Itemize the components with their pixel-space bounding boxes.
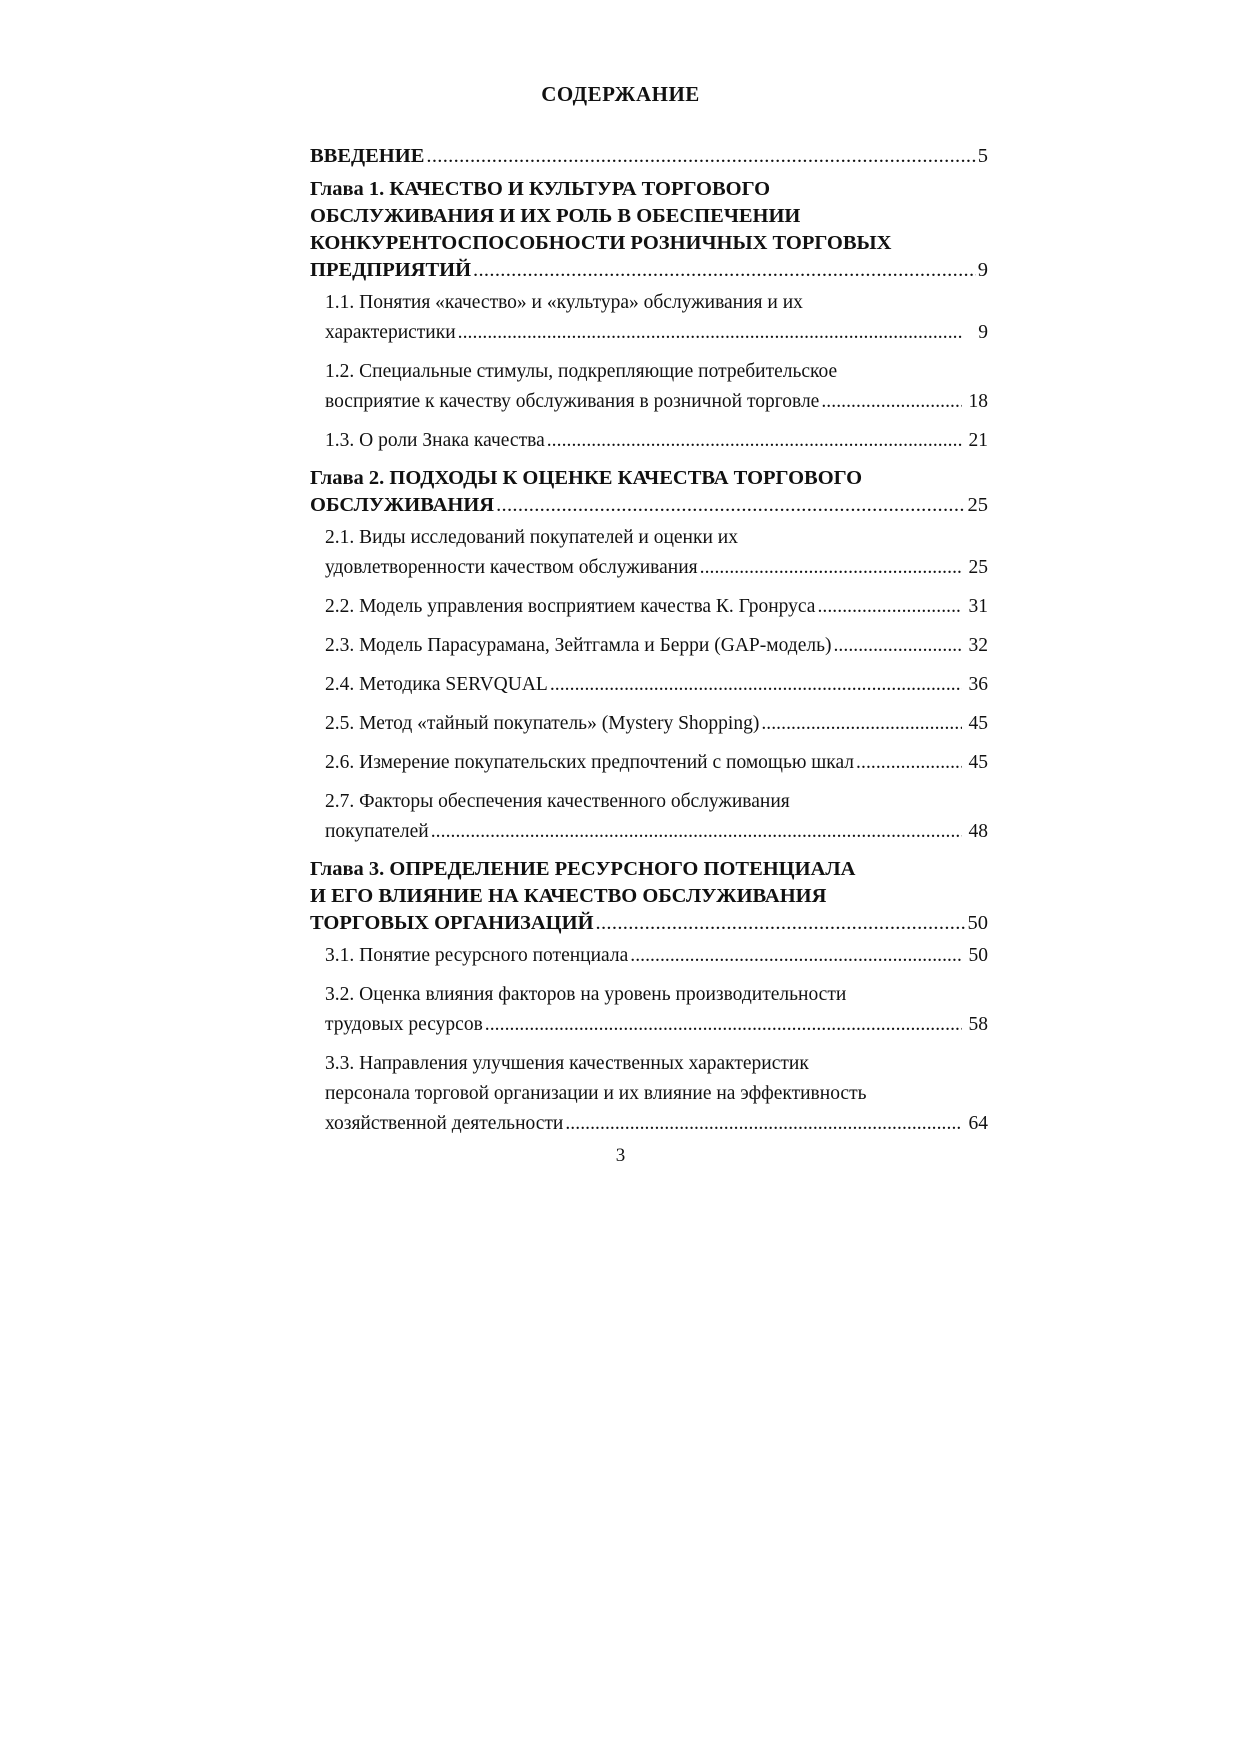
toc-entry-title: ВВЕДЕНИЕ — [310, 145, 425, 167]
page-number: 3 — [615, 1145, 626, 1166]
toc-entry-line: Глава 1. КАЧЕСТВО И КУЛЬТУРА ТОРГОВОГО — [310, 178, 771, 200]
toc-entry-title: 2.2. Модель управления восприятием качества К. Гронруса — [325, 596, 816, 617]
toc-entry-row — [325, 941, 988, 971]
toc-page-number: 21 — [968, 430, 988, 451]
toc-entry-row — [310, 143, 988, 170]
toc-entry-row — [325, 817, 988, 847]
toc-page-number: 36 — [968, 674, 988, 695]
dot-leader — [550, 670, 962, 700]
toc-page-number: 64 — [968, 1113, 988, 1134]
toc-entry-title: ПРЕДПРИЯТИЙ — [310, 259, 472, 281]
toc-section — [310, 748, 988, 778]
toc-section — [310, 941, 988, 971]
toc-entry-title: трудовых ресурсов — [325, 1014, 483, 1035]
toc-section — [310, 631, 988, 661]
dot-leader — [485, 1010, 962, 1040]
toc-entry-title: 3.1. Понятие ресурсного потенциала — [325, 945, 629, 966]
toc-entry-line: 3.2. Оценка влияния факторов на уровень производительности — [325, 984, 847, 1005]
toc-page-number: 45 — [968, 752, 988, 773]
toc-section — [310, 1049, 988, 1139]
toc-section — [310, 670, 988, 700]
toc-entry-row — [325, 387, 988, 417]
toc-page-number: 48 — [968, 821, 988, 842]
toc-chapter — [310, 856, 988, 937]
dot-leader — [426, 143, 975, 170]
toc-entry-title: восприятие к качеству обслуживания в розничной торговле — [325, 391, 820, 412]
toc-entry-title: 2.4. Методика SERVQUAL — [325, 674, 548, 695]
toc-section — [310, 523, 988, 583]
toc-section — [310, 709, 988, 739]
toc-entry-row — [325, 426, 988, 456]
toc-page-number: 25 — [967, 494, 988, 516]
toc-page-number: 50 — [968, 945, 988, 966]
toc-section — [310, 592, 988, 622]
toc-chapter — [310, 143, 988, 170]
toc-entry-row — [325, 709, 988, 739]
toc-page-number: 58 — [968, 1014, 988, 1035]
toc-entry-line: И ЕГО ВЛИЯНИЕ НА КАЧЕСТВО ОБСЛУЖИВАНИЯ — [310, 885, 827, 907]
table-of-contents — [310, 143, 988, 1148]
toc-entry-row — [325, 592, 988, 622]
dot-leader — [821, 387, 962, 417]
page-title: СОДЕРЖАНИЕ — [541, 82, 700, 106]
dot-leader — [458, 318, 962, 348]
dot-leader — [856, 748, 962, 778]
dot-leader — [833, 631, 962, 661]
toc-entry-title: 2.3. Модель Парасурамана, Зейтгамла и Берри (GAP-модель) — [325, 635, 832, 656]
toc-page-number: 5 — [977, 145, 988, 167]
toc-entry-title: покупателей — [325, 821, 429, 842]
toc-entry-row — [310, 492, 988, 519]
toc-section — [310, 980, 988, 1040]
toc-entry-line: КОНКУРЕНТОСПОСОБНОСТИ РОЗНИЧНЫХ ТОРГОВЫХ — [310, 232, 892, 254]
toc-page-number: 45 — [968, 713, 988, 734]
dot-leader — [547, 426, 962, 456]
toc-entry-title: 2.6. Измерение покупательских предпочтений с помощью шкал — [325, 752, 855, 773]
toc-section — [310, 288, 988, 348]
toc-entry-title: характеристики — [325, 322, 456, 343]
toc-entry-line: 1.2. Специальные стимулы, подкрепляющие потребительское — [325, 361, 838, 382]
dot-leader — [700, 553, 962, 583]
toc-entry-line: Глава 3. ОПРЕДЕЛЕНИЕ РЕСУРСНОГО ПОТЕНЦИАЛА — [310, 858, 856, 880]
toc-entry-row — [325, 1010, 988, 1040]
toc-entry-row — [325, 748, 988, 778]
toc-entry-line: ОБСЛУЖИВАНИЯ И ИХ РОЛЬ В ОБЕСПЕЧЕНИИ — [310, 205, 801, 227]
toc-entry-line: 1.1. Понятия «качество» и «культура» обслуживания и их — [325, 292, 803, 313]
dot-leader — [596, 910, 966, 937]
dot-leader — [431, 817, 962, 847]
toc-entry-row — [325, 1109, 988, 1139]
toc-page-number: 18 — [968, 391, 988, 412]
toc-section — [310, 357, 988, 417]
toc-entry-row — [325, 631, 988, 661]
toc-entry-title: ТОРГОВЫХ ОРГАНИЗАЦИЙ — [310, 912, 594, 934]
toc-entry-line: Глава 2. ПОДХОДЫ К ОЦЕНКЕ КАЧЕСТВА ТОРГОВОГО — [310, 467, 863, 489]
toc-entry-title: 1.3. О роли Знака качества — [325, 430, 545, 451]
toc-section — [310, 426, 988, 456]
toc-chapter — [310, 465, 988, 519]
toc-entry-row — [310, 257, 988, 284]
dot-leader — [630, 941, 962, 971]
dot-leader — [473, 257, 976, 284]
toc-entry-title: удовлетворенности качеством обслуживания — [325, 557, 698, 578]
dot-leader — [817, 592, 962, 622]
toc-entry-line: персонала торговой организации и их влияние на эффективность — [325, 1083, 867, 1104]
toc-entry-line: 2.1. Виды исследований покупателей и оценки их — [325, 527, 738, 548]
toc-entry-row — [325, 318, 988, 348]
dot-leader — [496, 492, 965, 519]
toc-entry-title: хозяйственной деятельности — [325, 1113, 564, 1134]
toc-entry-row — [325, 553, 988, 583]
dot-leader — [761, 709, 962, 739]
toc-entry-row — [310, 910, 988, 937]
toc-page-number: 25 — [968, 557, 988, 578]
toc-page-number: 50 — [967, 912, 988, 934]
toc-entry-line: 2.7. Факторы обеспечения качественного обслуживания — [325, 791, 790, 812]
toc-chapter — [310, 176, 988, 284]
toc-entry-title: ОБСЛУЖИВАНИЯ — [310, 494, 495, 516]
toc-entry-line: 3.3. Направления улучшения качественных характеристик — [325, 1053, 809, 1074]
dot-leader — [565, 1109, 962, 1139]
toc-page-number: 31 — [968, 596, 988, 617]
toc-entry-title: 2.5. Метод «тайный покупатель» (Mystery Shopping) — [325, 713, 760, 734]
toc-section — [310, 787, 988, 847]
toc-page-number: 9 — [977, 259, 988, 281]
toc-entry-row — [325, 670, 988, 700]
toc-page-number: 32 — [968, 635, 988, 656]
toc-page-number: 9 — [978, 322, 988, 343]
